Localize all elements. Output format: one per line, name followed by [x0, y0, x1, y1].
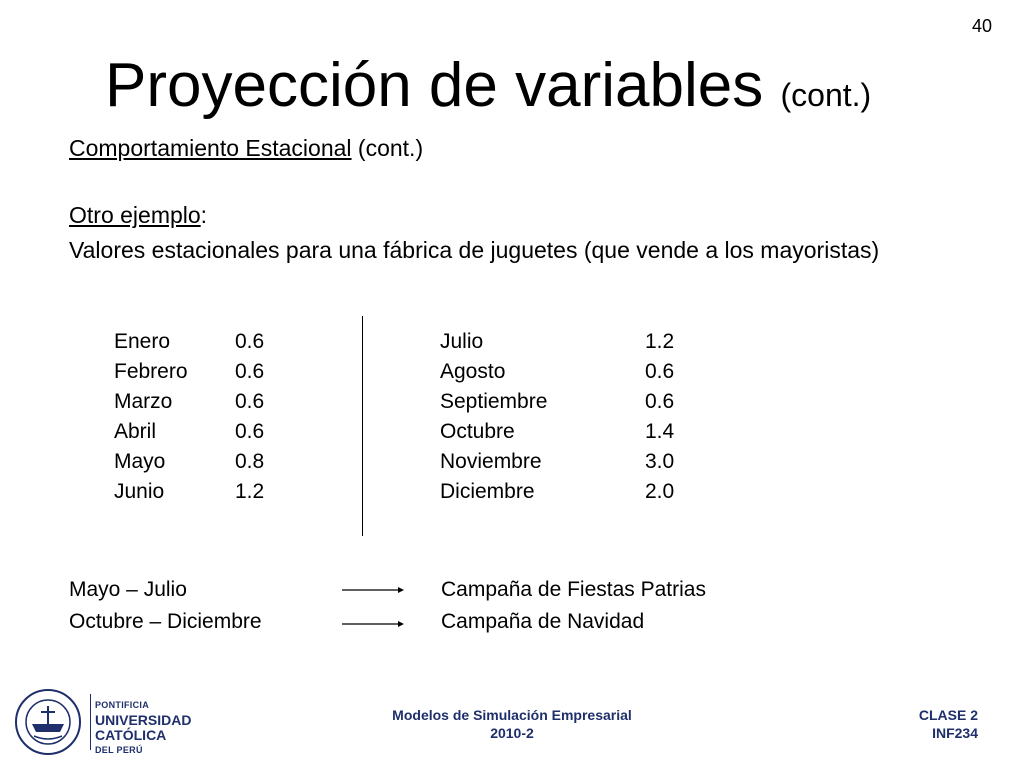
example-heading: [69, 202, 207, 229]
arrow-right-icon: [342, 586, 404, 594]
season-value: 0.8: [235, 450, 265, 473]
season-value: 0.6: [645, 390, 675, 413]
slide-title-sub: (cont.): [780, 77, 872, 113]
month-label: Octubre: [440, 420, 515, 443]
month-label: Febrero: [114, 360, 188, 383]
month-label: Abril: [114, 420, 157, 443]
slide-title: [105, 50, 871, 121]
table-row: [0, 357, 1024, 387]
table-divider: [362, 316, 363, 536]
subtitle-underlined: Comportamiento Estacional: [69, 135, 352, 161]
table-row: [0, 477, 1024, 507]
season-value: 1.2: [645, 330, 675, 353]
campaign-period: Mayo – Julio: [69, 578, 187, 601]
footer-class-info: [919, 706, 978, 742]
subtitle-rest: (cont.): [351, 135, 424, 161]
season-value: 3.0: [645, 450, 675, 473]
season-value: 0.6: [235, 360, 265, 383]
season-value: 1.2: [235, 480, 265, 503]
table-row: [0, 417, 1024, 447]
table-row: [0, 447, 1024, 477]
footer-term: 2010-2: [490, 725, 534, 741]
footer-class: CLASE 2: [918, 707, 978, 723]
logo-line-1: PONTIFICIA: [95, 700, 149, 710]
table-row: [0, 327, 1024, 357]
example-underlined: Otro ejemplo: [69, 202, 201, 228]
campaign-period: Octubre – Diciembre: [69, 610, 262, 633]
footer-course: [0, 706, 1024, 742]
table-row: [0, 387, 1024, 417]
footer-code: INF234: [932, 725, 978, 741]
month-label: Noviembre: [440, 450, 542, 473]
example-description: Valores estacionales para una fábrica de juguetes (que vende a los mayoristas): [69, 237, 880, 263]
season-value: 2.0: [645, 480, 675, 503]
season-value: 0.6: [235, 330, 265, 353]
logo-line-4: DEL PERÚ: [95, 745, 143, 755]
page-number: 40: [971, 16, 992, 36]
logo-line-3: CATÓLICA: [95, 727, 167, 743]
campaign-row: [0, 575, 1024, 605]
footer-course-name: Modelos de Simulación Empresarial: [392, 707, 632, 723]
season-value: 0.6: [235, 420, 265, 443]
logo-line-2: UNIVERSIDAD: [95, 712, 192, 728]
season-value: 0.6: [645, 360, 675, 383]
campaign-name: Campaña de Navidad: [441, 610, 645, 633]
campaign-row: [0, 607, 1024, 637]
month-label: Julio: [440, 330, 484, 353]
month-label: Enero: [114, 330, 171, 353]
month-label: Septiembre: [440, 390, 548, 413]
example-rest: :: [200, 202, 208, 228]
month-label: Mayo: [114, 450, 166, 473]
subtitle-line: [69, 135, 423, 162]
slide-title-main: Proyección de variables: [105, 51, 764, 120]
month-label: Agosto: [440, 360, 506, 383]
season-value: 0.6: [235, 390, 265, 413]
month-label: Diciembre: [440, 480, 535, 503]
campaign-name: Campaña de Fiestas Patrias: [441, 578, 706, 601]
season-value: 1.4: [645, 420, 675, 443]
month-label: Junio: [114, 480, 165, 503]
month-label: Marzo: [114, 390, 173, 413]
arrow-right-icon: [342, 620, 404, 628]
